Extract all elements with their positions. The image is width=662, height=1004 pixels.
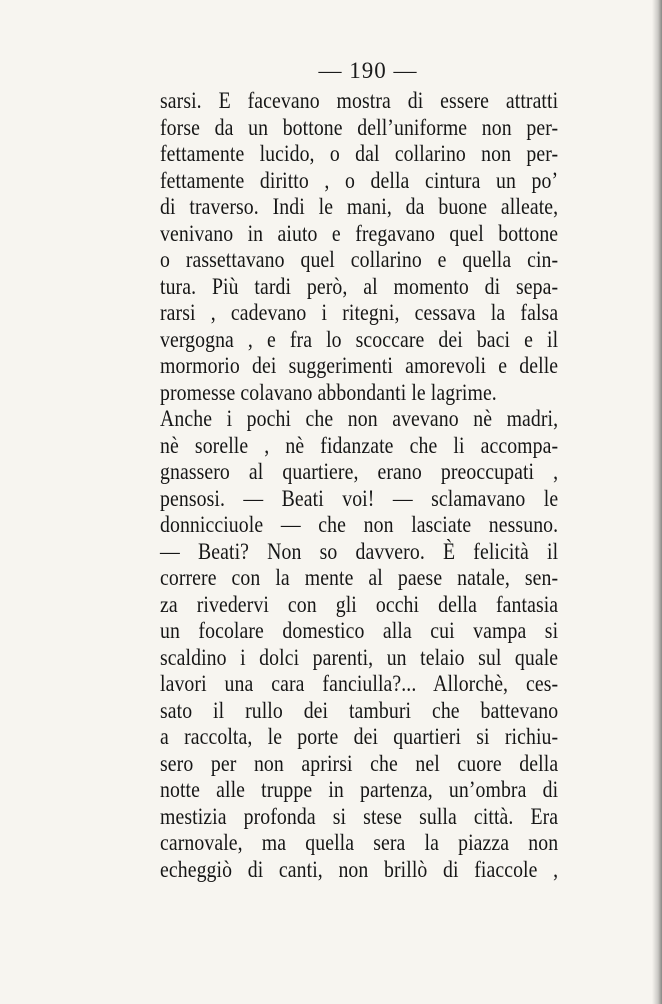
text-line: — Beati? Non so davvero. È felicità il	[160, 538, 559, 564]
text-line: donnicciuole — che non lasciate nessuno.	[160, 512, 559, 537]
text-line: rarsi , cadevano i ritegni, cessava la falsa	[160, 300, 559, 325]
text-line: sarsi. E facevano mostra di essere attratti	[160, 88, 559, 113]
text-line: forse da un bottone dell’uniforme non per-	[160, 114, 559, 140]
text-line: di traverso. Indi le mani, da buone alleate,	[160, 194, 559, 219]
text-line: carnovale, ma quella sera la piazza non	[160, 830, 559, 855]
text-line: mormorio dei suggerimenti amorevoli e delle	[160, 353, 559, 378]
page-edge-shadow	[652, 0, 662, 1004]
text-line: a raccolta, le porte dei quartieri si richiu-	[160, 724, 559, 749]
text-line: venivano in aiuto e fregavano quel bottone	[160, 220, 559, 246]
text-line: notte alle truppe in partenza, un’ombra di	[160, 777, 559, 802]
text-line: fettamente diritto , o della cintura un po’	[160, 167, 559, 193]
text-line: fettamente lucido, o dal collarino non per-	[160, 141, 559, 166]
text-line: scaldino i dolci parenti, un telaio sul quale	[160, 644, 559, 670]
text-line: nè sorelle , nè fidanzate che li accompa-	[160, 432, 559, 458]
text-line: gnassero al quartiere, erano preoccupati ,	[160, 459, 559, 484]
text-line: Anche i pochi che non avevano nè madri,	[160, 406, 559, 431]
text-line: sato il rullo dei tamburi che battevano	[160, 697, 559, 723]
text-line: za rivedervi con gli occhi della fantasia	[160, 591, 559, 617]
page-number: — 190 —	[318, 58, 418, 83]
text-line: pensosi. — Beati voi! — sclamavano le	[160, 485, 559, 511]
text-line: mestizia profonda si stese sulla città. Era	[160, 803, 559, 829]
text-line: lavori una cara fanciulla?... Allorchè, ces-	[160, 671, 559, 696]
text-line: un focolare domestico alla cui vampa si	[160, 618, 559, 643]
text-line: sero per non aprirsi che nel cuore della	[160, 750, 559, 776]
text-line: promesse colavano abbondanti le lagrime.	[160, 379, 497, 405]
text-line: tura. Più tardi però, al momento di sepa-	[160, 273, 559, 299]
text-line: echeggiò di canti, non brillò di fiaccole ,	[160, 856, 559, 882]
text-line: o rassettavano quel collarino e quella cin-	[160, 247, 559, 272]
body-text	[160, 88, 558, 883]
text-line: vergogna , e fra lo scoccare dei baci e il	[160, 326, 559, 352]
text-line: correre con la mente al paese natale, sen-	[160, 565, 559, 590]
